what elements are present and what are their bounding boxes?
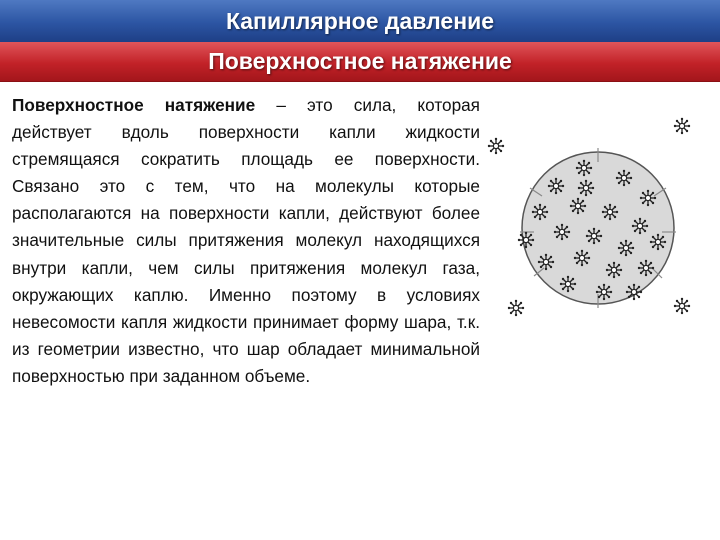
molecule-icon [626, 284, 642, 300]
molecule-icon [574, 250, 590, 266]
molecule-icon [616, 170, 632, 186]
body-paragraph [12, 92, 480, 390]
molecule-icon [638, 260, 654, 276]
molecule-icon [640, 190, 656, 206]
molecule-icon [596, 284, 612, 300]
molecule-icon [674, 118, 690, 134]
title-bar [0, 0, 720, 42]
molecule-icon [570, 198, 586, 214]
molecule-icon [548, 178, 564, 194]
droplet-svg [486, 108, 710, 340]
molecule-icon [602, 204, 618, 220]
definition-text: – это сила, которая действует вдоль поверхности капли жидкости стремящаяся сократить площадь ее поверхности. Связано это с тем, что на молекулы которые располагаются на поверхности капли, действуют более значительные силы притяжения молекул находящихся внутри капли, чем силы притяжения молекул газа, окружающих каплю. Именно поэтому в условиях невесомости капля жидкости принимает форму шара, т.к. из геометрии известно, что шар обладает минимальной поверхностью при заданном объеме. [12, 95, 480, 386]
molecule-icon [532, 204, 548, 220]
droplet-illustration [486, 108, 710, 340]
molecule-icon [576, 160, 592, 176]
molecule-icon [618, 240, 634, 256]
molecule-icon [586, 228, 602, 244]
molecule-icon [632, 218, 648, 234]
molecule-icon [554, 224, 570, 240]
molecule-icon [578, 180, 594, 196]
molecule-icon [488, 138, 504, 154]
page-subtitle: Поверхностное натяжение [208, 48, 512, 74]
molecule-icon [674, 298, 690, 314]
molecule-icon [508, 300, 524, 316]
term-bold: Поверхностное натяжение [12, 95, 256, 115]
molecule-icon [538, 254, 554, 270]
liquid-drop [522, 152, 674, 304]
molecule-icon [650, 234, 666, 250]
molecule-icon [518, 232, 534, 248]
molecule-icon [560, 276, 576, 292]
molecule-icon [606, 262, 622, 278]
page-title: Капиллярное давление [225, 7, 495, 34]
subtitle-bar [0, 42, 720, 82]
